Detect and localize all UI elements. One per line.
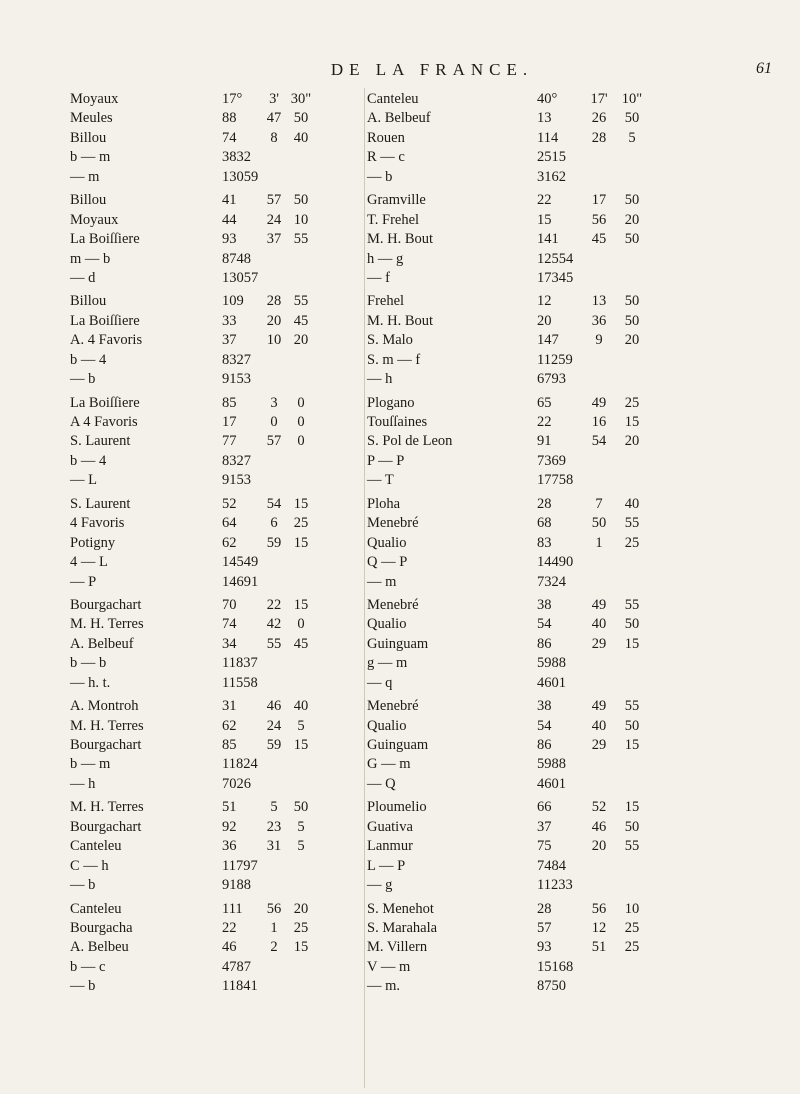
place-name: b — 4 — [70, 351, 107, 368]
place-name: b — b — [70, 655, 107, 672]
value-minutes: 23 — [266, 818, 282, 835]
value-degrees: 7369 — [537, 452, 566, 469]
value-seconds: 45 — [293, 312, 309, 329]
value-seconds: 50 — [293, 192, 309, 209]
value-degrees: 11824 — [222, 756, 258, 773]
value-degrees: 38 — [537, 596, 552, 613]
place-name: — q — [367, 674, 393, 691]
value-minutes: 46 — [266, 698, 282, 715]
place-name: Potigny — [70, 534, 116, 551]
value-minutes: 54 — [591, 433, 607, 450]
value-seconds: 15 — [624, 799, 640, 816]
value-minutes: 49 — [591, 698, 607, 715]
value-degrees: 66 — [537, 799, 552, 816]
value-minutes: 20 — [266, 312, 282, 329]
place-name: C — h — [70, 857, 109, 874]
place-name: — b — [70, 978, 96, 995]
value-minutes: 28 — [591, 129, 607, 146]
value-degrees: 4601 — [537, 674, 566, 691]
place-name: Billou — [70, 192, 107, 209]
place-name: — d — [70, 269, 96, 286]
value-degrees: 8327 — [222, 351, 251, 368]
value-degrees: 31 — [222, 698, 237, 715]
value-degrees: 4787 — [222, 958, 251, 975]
value-seconds: 50 — [624, 293, 640, 310]
place-name: Ploha — [367, 495, 401, 512]
value-seconds: 25 — [293, 919, 309, 936]
value-seconds: 0 — [297, 394, 305, 411]
place-name: S. m — f — [367, 351, 421, 368]
value-degrees: 11837 — [222, 655, 258, 672]
place-name: — h. t. — [70, 674, 111, 691]
value-degrees: 40° — [537, 91, 558, 107]
value-minutes: 37 — [266, 231, 282, 248]
place-name: — m — [367, 573, 397, 590]
value-degrees: 93 — [537, 939, 552, 956]
value-minutes: 17' — [590, 91, 608, 107]
value-minutes: 26 — [591, 110, 607, 127]
place-name: A 4 Favoris — [70, 414, 138, 430]
value-degrees: 52 — [222, 495, 237, 512]
place-name: M. H. Terres — [70, 799, 144, 816]
value-minutes: 20 — [591, 838, 607, 855]
place-name: — Q — [367, 775, 396, 792]
value-degrees: 9153 — [222, 472, 251, 489]
place-name: Ploumelio — [367, 799, 427, 816]
value-seconds: 10 — [624, 900, 640, 917]
value-degrees: 88 — [222, 110, 237, 127]
place-name: — T — [367, 472, 394, 489]
value-minutes: 45 — [591, 231, 607, 248]
place-name: La Boiſſiere — [70, 231, 140, 248]
value-degrees: 6793 — [537, 371, 566, 388]
value-degrees: 37 — [222, 332, 237, 349]
value-seconds: 40 — [293, 129, 309, 146]
value-degrees: 13057 — [222, 269, 259, 286]
value-minutes: 8 — [270, 129, 278, 146]
value-seconds: 20 — [293, 900, 309, 917]
place-name: A. Belbeuf — [70, 635, 134, 652]
value-degrees: 46 — [222, 939, 237, 956]
place-name: g — m — [367, 655, 408, 672]
place-name: M. H. Bout — [367, 231, 434, 248]
value-seconds: 10 — [293, 211, 309, 228]
value-degrees: 14691 — [222, 573, 259, 590]
place-name: Canteleu — [367, 91, 419, 107]
value-seconds: 20 — [624, 433, 640, 450]
value-minutes: 55 — [266, 635, 282, 652]
value-seconds: 50 — [624, 616, 640, 633]
value-seconds: 25 — [293, 515, 309, 532]
place-name: Qualio — [367, 534, 407, 551]
value-degrees: 17° — [222, 91, 243, 107]
value-degrees: 11233 — [537, 877, 573, 894]
place-name: 4 — L — [70, 554, 108, 571]
place-name: h — g — [367, 250, 404, 267]
place-name: — b — [367, 168, 393, 185]
value-degrees: 34 — [222, 635, 237, 652]
value-degrees: 86 — [537, 737, 552, 753]
value-degrees: 83 — [537, 534, 552, 551]
value-seconds: 50 — [624, 110, 640, 127]
place-name: Q — P — [367, 554, 408, 571]
value-degrees: 141 — [537, 231, 559, 248]
value-minutes: 24 — [266, 717, 282, 734]
value-degrees: 51 — [222, 799, 237, 816]
value-degrees: 111 — [222, 900, 243, 917]
value-seconds: 55 — [624, 515, 640, 532]
running-title: DE LA FRANCE. — [330, 60, 534, 79]
value-minutes: 1 — [595, 534, 603, 551]
place-name: Menebré — [367, 698, 419, 715]
value-minutes: 3' — [269, 91, 279, 107]
value-minutes: 0 — [270, 414, 278, 430]
place-name: A. Belbeuf — [367, 110, 431, 127]
value-degrees: 8748 — [222, 250, 251, 267]
place-name: L — P — [367, 857, 406, 874]
value-degrees: 28 — [537, 495, 552, 512]
value-minutes: 13 — [591, 293, 607, 310]
place-name: Menebré — [367, 515, 419, 532]
value-degrees: 147 — [537, 332, 559, 349]
value-degrees: 2515 — [537, 149, 566, 166]
place-name: Plogano — [367, 394, 415, 411]
value-seconds: 50 — [624, 231, 640, 248]
value-degrees: 13059 — [222, 168, 259, 185]
value-minutes: 36 — [591, 312, 607, 329]
value-minutes: 59 — [266, 534, 282, 551]
place-name: m — b — [70, 250, 111, 267]
value-degrees: 3162 — [537, 168, 566, 185]
value-degrees: 5988 — [537, 756, 566, 773]
value-minutes: 29 — [591, 635, 607, 652]
value-seconds: 30" — [290, 91, 312, 107]
place-name: La Boiſſiere — [70, 394, 140, 411]
value-degrees: 7324 — [537, 573, 566, 590]
value-degrees: 11841 — [222, 978, 258, 995]
place-name: b — m — [70, 756, 111, 773]
value-minutes: 49 — [591, 596, 607, 613]
value-minutes: 22 — [266, 596, 282, 613]
column-divider — [364, 88, 365, 1088]
value-seconds: 10" — [621, 91, 643, 107]
place-name: S. Laurent — [70, 495, 131, 512]
value-degrees: 9153 — [222, 371, 251, 388]
value-degrees: 22 — [537, 192, 552, 209]
value-seconds: 50 — [293, 799, 309, 816]
place-name: — g — [367, 877, 393, 894]
place-name: G — m — [367, 756, 411, 773]
value-degrees: 7026 — [222, 775, 251, 792]
value-seconds: 15 — [293, 534, 309, 551]
value-minutes: 16 — [591, 414, 607, 430]
place-name: Bourgachart — [70, 596, 142, 613]
value-seconds: 15 — [624, 635, 640, 652]
value-degrees: 70 — [222, 596, 237, 613]
value-degrees: 41 — [222, 192, 237, 209]
value-minutes: 51 — [591, 939, 607, 956]
value-minutes: 2 — [270, 939, 278, 956]
value-minutes: 29 — [591, 737, 607, 753]
value-degrees: 17 — [222, 414, 237, 430]
value-minutes: 50 — [591, 515, 607, 532]
page-header — [0, 60, 800, 84]
value-seconds: 55 — [624, 838, 640, 855]
value-degrees: 62 — [222, 717, 237, 734]
value-minutes: 40 — [591, 616, 607, 633]
place-name: Rouen — [367, 129, 405, 146]
value-degrees: 33 — [222, 312, 237, 329]
value-seconds: 5 — [297, 717, 305, 734]
value-seconds: 20 — [293, 332, 309, 349]
place-name: La Boiſſiere — [70, 312, 140, 329]
value-seconds: 25 — [624, 939, 640, 956]
value-seconds: 0 — [297, 616, 305, 633]
value-degrees: 7484 — [537, 857, 566, 874]
value-degrees: 3832 — [222, 149, 251, 166]
value-seconds: 5 — [297, 838, 305, 855]
place-name: Canteleu — [70, 838, 122, 855]
value-minutes: 42 — [266, 616, 282, 633]
value-degrees: 62 — [222, 534, 237, 551]
value-seconds: 25 — [624, 534, 640, 551]
value-degrees: 38 — [537, 698, 552, 715]
value-degrees: 85 — [222, 394, 237, 411]
value-seconds: 50 — [624, 192, 640, 209]
place-name: R — c — [367, 149, 405, 166]
place-name: Bourgachart — [70, 818, 142, 835]
value-degrees: 17345 — [537, 269, 574, 286]
value-degrees: 22 — [222, 919, 237, 936]
place-name: P — P — [367, 452, 405, 469]
value-seconds: 55 — [624, 596, 640, 613]
place-name: M. Villern — [367, 939, 428, 956]
place-name: Meules — [70, 110, 113, 127]
value-minutes: 3 — [270, 394, 278, 411]
place-name: — b — [70, 877, 96, 894]
place-name: S. Malo — [367, 332, 413, 349]
place-name: Qualio — [367, 717, 407, 734]
place-name: — f — [367, 269, 390, 286]
value-seconds: 45 — [293, 635, 309, 652]
value-degrees: 92 — [222, 818, 237, 835]
value-degrees: 4601 — [537, 775, 566, 792]
value-degrees: 74 — [222, 129, 237, 146]
value-degrees: 11558 — [222, 674, 258, 691]
value-degrees: 11797 — [222, 857, 258, 874]
value-minutes: 5 — [270, 799, 278, 816]
value-degrees: 54 — [537, 616, 552, 633]
place-name: M. H. Bout — [367, 312, 434, 329]
value-seconds: 15 — [293, 939, 309, 956]
value-seconds: 40 — [293, 698, 309, 715]
value-degrees: 28 — [537, 900, 552, 917]
value-seconds: 15 — [624, 737, 640, 753]
page-number: 61 — [756, 60, 772, 77]
value-degrees: 91 — [537, 433, 552, 450]
value-minutes: 24 — [266, 211, 282, 228]
place-name: M. H. Terres — [70, 717, 144, 734]
value-minutes: 56 — [591, 211, 607, 228]
value-minutes: 49 — [591, 394, 607, 411]
value-degrees: 109 — [222, 293, 244, 310]
value-seconds: 50 — [293, 110, 309, 127]
value-degrees: 12554 — [537, 250, 574, 267]
value-minutes: 7 — [595, 495, 603, 512]
value-degrees: 65 — [537, 394, 552, 411]
value-minutes: 17 — [591, 192, 607, 209]
place-name: — b — [70, 371, 96, 388]
value-degrees: 13 — [537, 110, 552, 127]
value-seconds: 15 — [293, 495, 309, 512]
value-minutes: 57 — [266, 192, 282, 209]
value-degrees: 86 — [537, 635, 552, 652]
value-seconds: 20 — [624, 211, 640, 228]
place-name: Canteleu — [70, 900, 122, 917]
value-degrees: 22 — [537, 414, 552, 430]
place-name: Guinguam — [367, 737, 429, 753]
place-name: S. Menehot — [367, 900, 434, 917]
place-name: — m — [70, 168, 100, 185]
place-name: A. Belbeu — [70, 939, 129, 956]
value-degrees: 75 — [537, 838, 552, 855]
value-degrees: 14490 — [537, 554, 574, 571]
value-seconds: 55 — [293, 293, 309, 310]
value-degrees: 37 — [537, 818, 552, 835]
place-name: b — m — [70, 149, 111, 166]
place-name: T. Frehel — [367, 211, 420, 228]
place-name: b — 4 — [70, 452, 107, 469]
value-seconds: 50 — [624, 717, 640, 734]
place-name: — m. — [367, 978, 401, 995]
place-name: Guativa — [367, 818, 413, 835]
value-degrees: 77 — [222, 433, 237, 450]
value-seconds: 50 — [624, 312, 640, 329]
place-name: Frehel — [367, 293, 405, 310]
place-name: M. H. Terres — [70, 616, 144, 633]
value-degrees: 64 — [222, 515, 237, 532]
value-minutes: 6 — [270, 515, 278, 532]
value-degrees: 15 — [537, 211, 552, 228]
place-name: b — c — [70, 958, 106, 975]
value-seconds: 15 — [293, 737, 309, 753]
place-name: Lanmur — [367, 838, 413, 855]
place-name: Touſſaines — [367, 414, 428, 430]
value-seconds: 25 — [624, 394, 640, 411]
place-name: — P — [70, 573, 97, 590]
value-seconds: 50 — [624, 818, 640, 835]
value-minutes: 52 — [591, 799, 607, 816]
place-name: Moyaux — [70, 211, 119, 228]
value-degrees: 68 — [537, 515, 552, 532]
place-name: — h — [367, 371, 393, 388]
value-minutes: 12 — [591, 919, 607, 936]
place-name: A. Montroh — [70, 698, 139, 715]
value-degrees: 5988 — [537, 655, 566, 672]
place-name: Moyaux — [70, 91, 119, 107]
value-minutes: 57 — [266, 433, 282, 450]
value-minutes: 46 — [591, 818, 607, 835]
value-minutes: 10 — [266, 332, 282, 349]
value-degrees: 85 — [222, 737, 237, 753]
value-minutes: 40 — [591, 717, 607, 734]
value-degrees: 14549 — [222, 554, 259, 571]
value-degrees: 54 — [537, 717, 552, 734]
value-degrees: 17758 — [537, 472, 574, 489]
value-seconds: 5 — [297, 818, 305, 835]
place-name: S. Pol de Leon — [367, 433, 453, 450]
place-name: A. 4 Favoris — [70, 332, 143, 349]
place-name: — L — [70, 472, 97, 489]
value-degrees: 11259 — [537, 351, 573, 368]
value-degrees: 20 — [537, 312, 552, 329]
value-degrees: 93 — [222, 231, 237, 248]
place-name: 4 Favoris — [70, 515, 125, 532]
place-name: V — m — [367, 958, 411, 975]
place-name: Bourgachart — [70, 737, 142, 753]
value-seconds: 40 — [624, 495, 640, 512]
place-name: Guinguam — [367, 635, 429, 652]
value-seconds: 20 — [624, 332, 640, 349]
place-name: Billou — [70, 129, 107, 146]
value-minutes: 28 — [266, 293, 282, 310]
value-seconds: 55 — [624, 698, 640, 715]
place-name: S. Laurent — [70, 433, 131, 450]
value-seconds: 15 — [293, 596, 309, 613]
value-seconds: 15 — [624, 414, 640, 430]
value-degrees: 8750 — [537, 978, 566, 995]
value-degrees: 15168 — [537, 958, 574, 975]
value-seconds: 55 — [293, 231, 309, 248]
place-name: Gramville — [367, 192, 426, 209]
value-minutes: 56 — [591, 900, 607, 917]
value-degrees: 57 — [537, 919, 552, 936]
value-degrees: 114 — [537, 129, 559, 146]
value-degrees: 8327 — [222, 452, 251, 469]
place-name: Bourgacha — [70, 919, 133, 936]
value-degrees: 12 — [537, 293, 552, 310]
value-minutes: 54 — [266, 495, 282, 512]
place-name: Qualio — [367, 616, 407, 633]
value-minutes: 56 — [266, 900, 282, 917]
value-seconds: 5 — [628, 129, 636, 146]
place-name: — h — [70, 775, 96, 792]
value-degrees: 44 — [222, 211, 237, 228]
place-name: Billou — [70, 293, 107, 310]
value-degrees: 36 — [222, 838, 237, 855]
value-minutes: 9 — [595, 332, 603, 349]
value-minutes: 47 — [266, 110, 282, 127]
place-name: Menebré — [367, 596, 419, 613]
value-seconds: 25 — [624, 919, 640, 936]
value-minutes: 31 — [266, 838, 282, 855]
value-degrees: 9188 — [222, 877, 251, 894]
value-seconds: 0 — [297, 433, 305, 450]
value-seconds: 0 — [297, 414, 305, 430]
value-minutes: 1 — [270, 919, 278, 936]
value-degrees: 74 — [222, 616, 237, 633]
place-name: S. Marahala — [367, 919, 438, 936]
value-minutes: 59 — [266, 737, 282, 753]
